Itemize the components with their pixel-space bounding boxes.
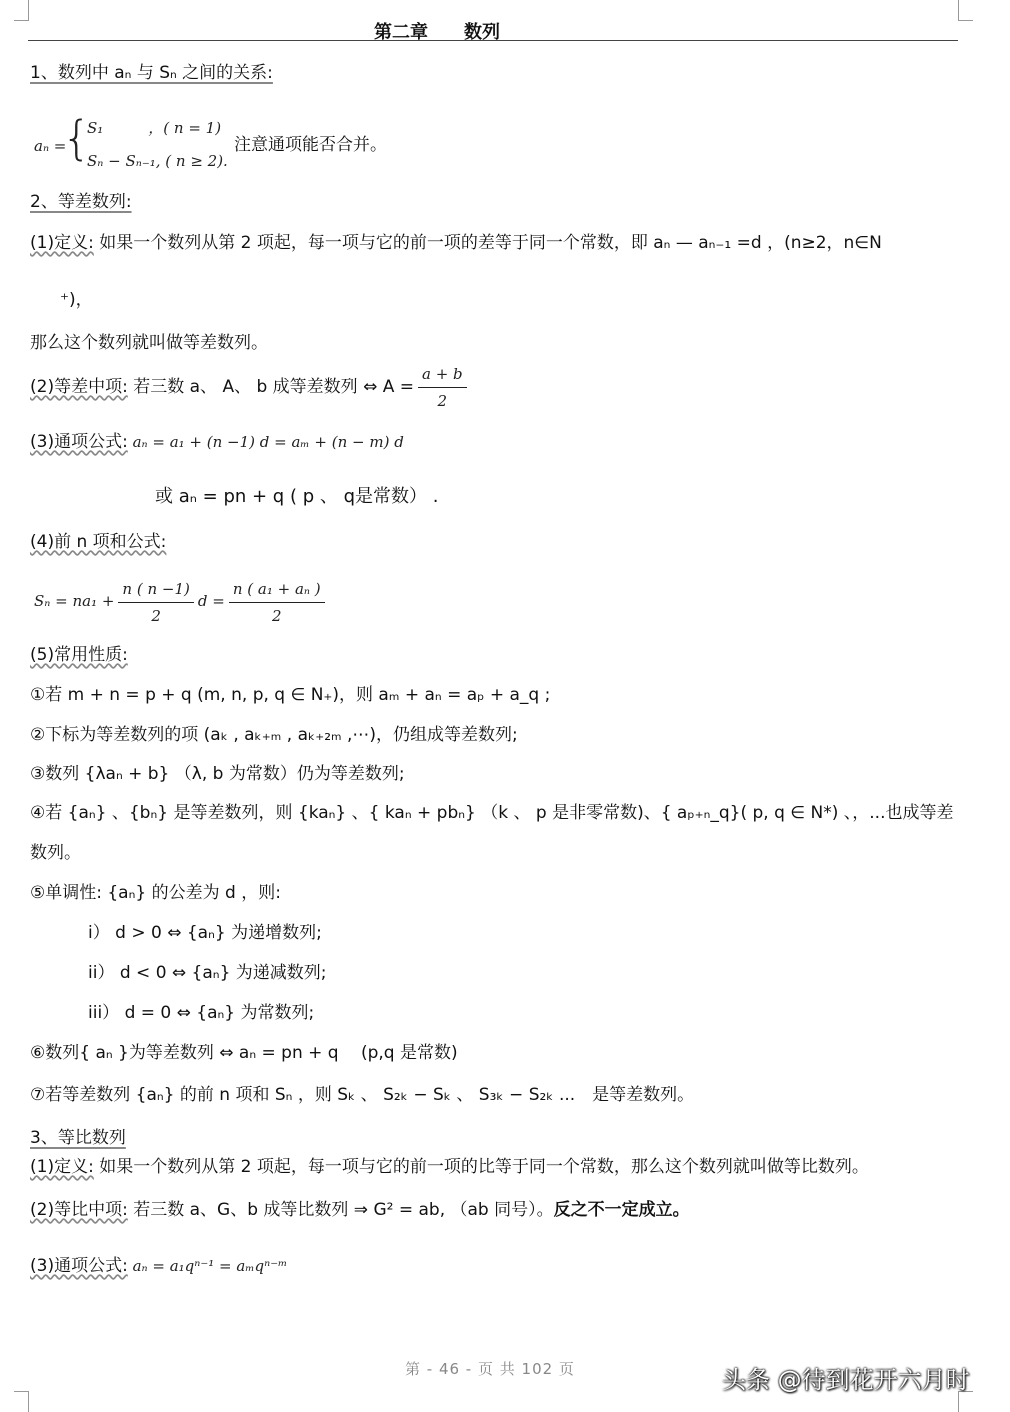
label: (1)定义: [30, 233, 94, 253]
gp-middle-term [30, 1199, 690, 1221]
numerator: n ( a₁ + aₙ ) [229, 576, 325, 603]
denominator: 2 [271, 606, 282, 625]
fraction [118, 576, 193, 629]
brace: { [62, 111, 92, 165]
property-5-iii: iii） d = 0 ⇔ {aₙ} 为常数列; [88, 1003, 315, 1023]
section-2-heading: 2、等差数列: [30, 192, 132, 212]
property-4: ④若 {aₙ} 、{bₙ} 是等差数列，则 {kaₙ} 、{ kaₙ + pbₙ} （k 、 p 是非零常数)、{ aₚ₊ₙ_q}( p, q ∈ N*) 、，...也成等差 [30, 803, 954, 823]
ap-general-term-alt: 或 aₙ = pn + q ( p 、 q是常数） . [155, 486, 439, 507]
property-2: ②下标为等差数列的项 (aₖ , aₖ₊ₘ , aₖ₊₂ₘ ,⋯)，仍组成等差数列; [30, 725, 518, 745]
corner-mark [14, 1391, 29, 1412]
section-3-heading: 3、等比数列 [30, 1128, 126, 1148]
label: (2)等比中项: [30, 1200, 128, 1220]
ap-sum-heading: (4)前 n 项和公式: [30, 532, 167, 552]
piecewise-case-1: S₁ ，( n = 1) [87, 119, 222, 137]
numerator: a + b [418, 361, 467, 388]
property-4-cont: 数列。 [30, 843, 81, 863]
property-1: ①若 m + n = p + q (m, n, p, q ∈ N₊)，则 aₘ + aₙ = aₚ + a_q ; [30, 685, 551, 705]
ap-middle-term [30, 359, 471, 415]
page-footer: 第 - 46 - 页 共 102 页 [405, 1360, 575, 1378]
ap-general-term [30, 431, 404, 453]
property-5-ii: ii） d < 0 ⇔ {aₙ} 为递减数列; [88, 963, 327, 983]
property-6: ⑥数列{ aₙ }为等差数列 ⇔ aₙ = pn + q (p,q 是常数) [30, 1043, 458, 1063]
property-7: ⑦若等差数列 {aₙ} 的前 n 项和 Sₙ ，则 Sₖ 、 S₂ₖ − Sₖ 、 S₃ₖ − S₂ₖ ... 是等差数列。 [30, 1085, 695, 1105]
sum-lhs: Sₙ = na₁ + [34, 592, 115, 610]
denominator: 2 [151, 606, 161, 625]
numerator: n ( n −1) [118, 576, 193, 603]
property-3: ③数列 {λaₙ + b} （λ, b 为常数）仍为等差数列; [30, 764, 405, 784]
text: 若三数 a、G、b 成等比数列 ⇒ G² = ab, （ab 同号）。 [127, 1200, 554, 1220]
text: 若三数 a、 A、 b 成等差数列 ⇔ A = [127, 377, 414, 397]
ap-definition-cont: ⁺)， [60, 290, 93, 310]
label: (1)定义: [30, 1157, 94, 1177]
ap-definition-end: 那么这个数列就叫做等差数列。 [30, 333, 268, 353]
page-title: 第二章 数列 [374, 22, 500, 43]
piecewise-lhs: aₙ = [34, 137, 67, 155]
formula: aₙ = a₁qⁿ⁻¹ = aₘqⁿ⁻ᵐ [127, 1257, 288, 1275]
merge-note: 注意通项能否合并。 [234, 135, 387, 155]
corner-mark [14, 0, 29, 21]
ap-definition [30, 232, 882, 254]
label: (2)等差中项: [30, 377, 128, 397]
corner-mark [958, 0, 973, 21]
formula: aₙ = a₁ + (n −1) d = aₘ + (n − m) d [127, 433, 404, 451]
label: (3)通项公式: [30, 432, 128, 452]
ap-properties-heading: (5)常用性质: [30, 645, 128, 665]
fraction [418, 361, 467, 414]
sum-mid: d = [197, 592, 225, 610]
header-rule [28, 40, 958, 41]
ap-sum-formula [34, 571, 329, 631]
section-1-heading: 1、数列中 aₙ 与 Sₙ 之间的关系: [30, 63, 273, 83]
piecewise-case-2: Sₙ − Sₙ₋₁, ( n ≥ 2). [87, 152, 228, 170]
text: 如果一个数列从第 2 项起，每一项与它的前一项的比等于同一个常数，那么这个数列就叫做等比数列。 [93, 1157, 869, 1177]
fraction [229, 576, 325, 629]
bold-note: 反之不一定成立。 [553, 1200, 690, 1220]
gp-general-term [30, 1255, 287, 1277]
text: 如果一个数列从第 2 项起，每一项与它的前一项的差等于同一个常数，即 aₙ — aₙ₋₁ =d ，(n≥2，n∈N [93, 233, 882, 253]
label: (3)通项公式: [30, 1256, 128, 1276]
property-5-i: i） d > 0 ⇔ {aₙ} 为递增数列; [88, 923, 322, 943]
watermark: 头条 @待到花开六月时 [722, 1366, 970, 1394]
gp-definition [30, 1156, 869, 1178]
property-5: ⑤单调性: {aₙ} 的公差为 d ，则: [30, 883, 281, 903]
denominator: 2 [437, 391, 448, 410]
